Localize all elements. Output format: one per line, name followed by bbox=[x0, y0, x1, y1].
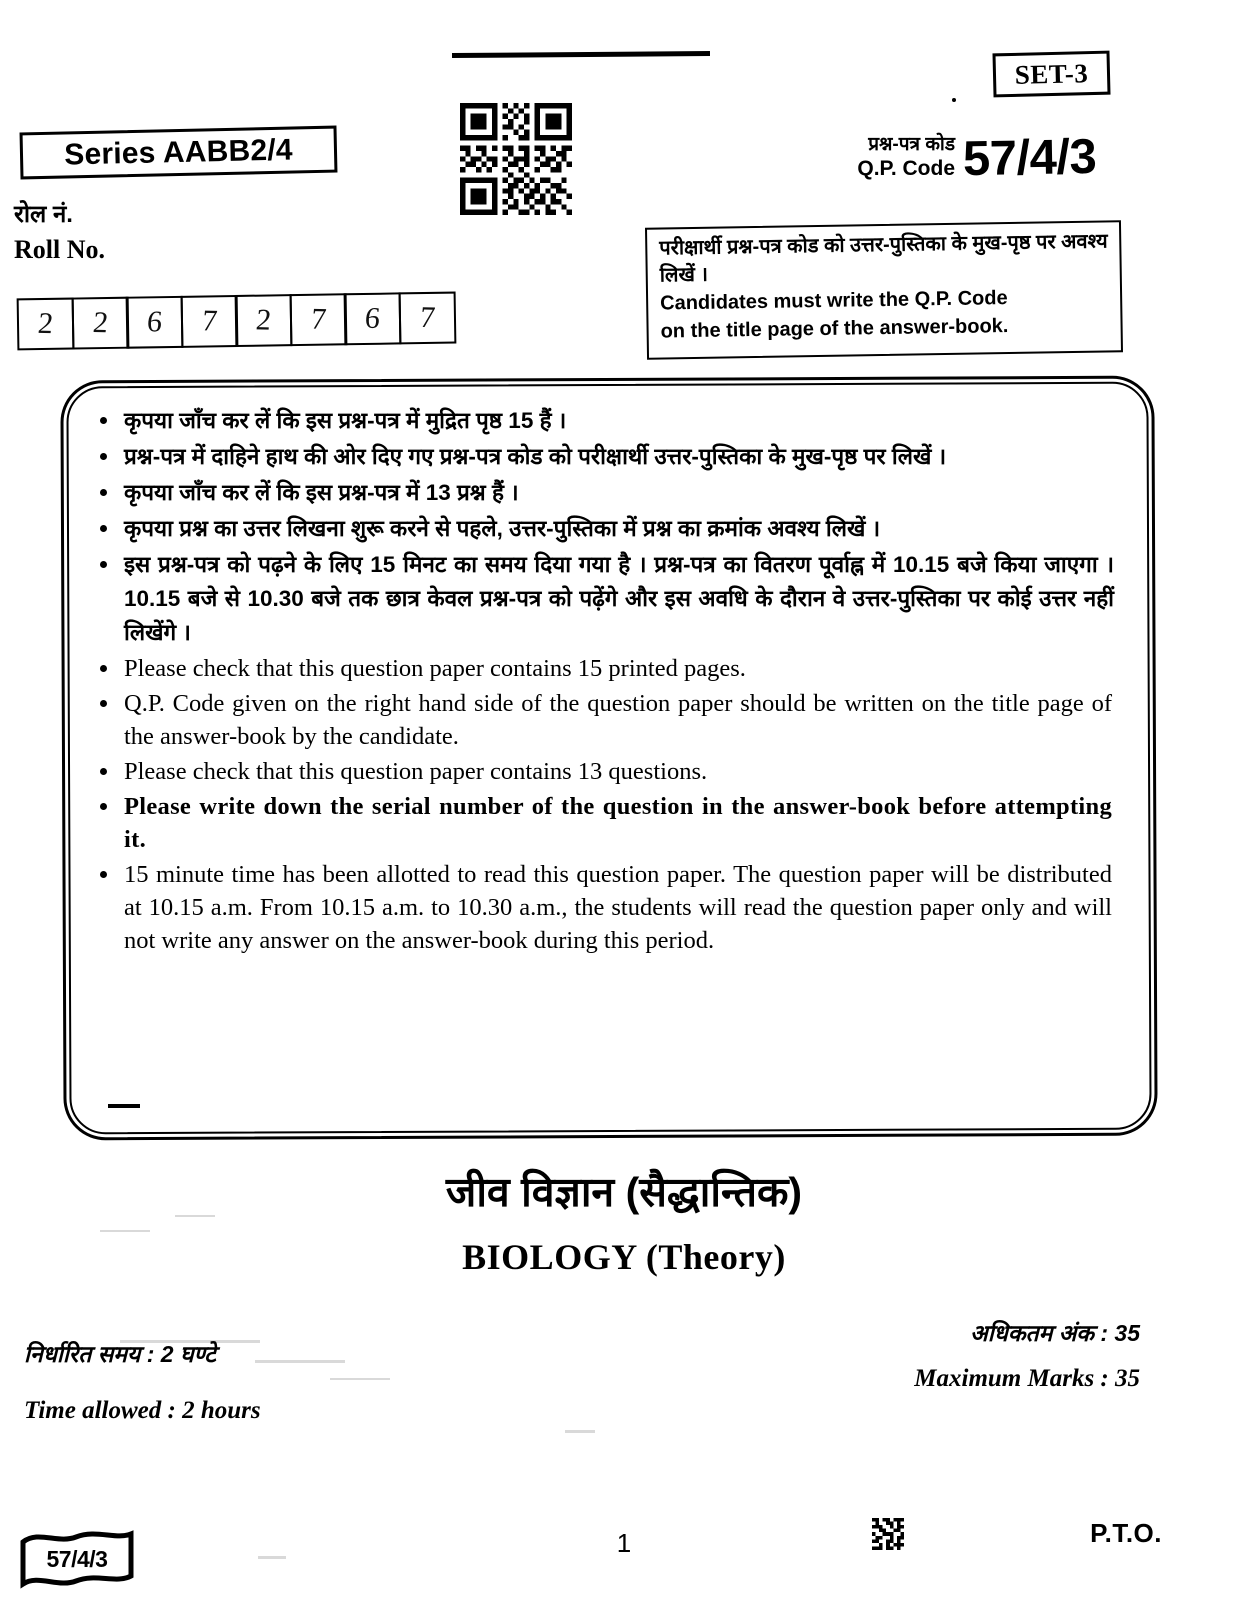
roll-digit: 6 bbox=[363, 301, 382, 335]
candidate-notice-english-line2: on the title page of the answer-book. bbox=[660, 315, 1009, 343]
roll-digit: 7 bbox=[418, 300, 436, 335]
instruction-item-hindi-3: कृपया जाँच कर लें कि इस प्रश्न-पत्र में 13 प्रश्न हैं । bbox=[90, 476, 1118, 510]
instruction-item-english-1: Please check that this question paper contains 15 printed pages. bbox=[90, 652, 1118, 685]
scan-speckle bbox=[330, 1378, 390, 1380]
roll-digit-cell[interactable] bbox=[398, 292, 456, 345]
scan-artifact-dot bbox=[952, 98, 956, 102]
roll-digit-cell[interactable] bbox=[71, 297, 129, 350]
roll-digit: 2 bbox=[254, 303, 273, 337]
footer-code-text: 57/4/3 bbox=[46, 1545, 108, 1572]
instruction-item-hindi-5: इस प्रश्न-पत्र को पढ़ने के लिए 15 मिनट का समय दिया गया है । प्रश्न-पत्र का वितरण पूर्वाह्न में 10.15 बजे किया जाएगा । 10.15 बजे से 10.30 बजे तक छात्र केवल प्रश्न-पत्र को पढ़ेंगे और इस अवधि के दौरान वे उत्तर-पुस्तिका पर कोई उत्तर नहीं लिखेंगे । bbox=[90, 548, 1118, 650]
roll-number-label bbox=[14, 197, 105, 267]
instruction-item-english-3: Please check that this question paper contains 13 questions. bbox=[90, 755, 1118, 788]
scan-speckle bbox=[255, 1360, 345, 1363]
instruction-item-hindi-1: कृपया जाँच कर लें कि इस प्रश्न-पत्र में मुद्रित पृष्ठ 15 हैं । bbox=[90, 404, 1118, 438]
roll-digit-cell[interactable] bbox=[17, 298, 75, 351]
candidate-notice-hindi: परीक्षार्थी प्रश्न-पत्र कोड को उत्तर-पुस्तिका के मुख-पृष्ठ पर अवश्य लिखें । bbox=[659, 230, 1108, 287]
instruction-item-english-4: Please write down the serial number of the question in the answer-book before attempting it. bbox=[90, 790, 1118, 856]
roll-number-label-hindi: रोल नं. bbox=[14, 201, 73, 228]
qp-code-label-english: Q.P. Code bbox=[857, 157, 955, 180]
instructions-list bbox=[90, 404, 1118, 957]
roll-number-label-english: Roll No. bbox=[14, 235, 105, 264]
set-box bbox=[992, 51, 1110, 98]
instruction-item-hindi-4: कृपया प्रश्न का उत्तर लिखना शुरू करने से पहले, उत्तर-पुस्तिका में प्रश्न का क्रमांक अवश्य लिखें । bbox=[90, 512, 1118, 546]
qr-code-icon bbox=[872, 1518, 904, 1550]
candidate-notice-english-line1: Candidates must write the Q.P. Code bbox=[660, 287, 1008, 315]
roll-digit: 7 bbox=[309, 302, 328, 336]
qp-code-value: 57/4/3 bbox=[962, 129, 1097, 187]
series-box bbox=[20, 126, 338, 180]
roll-digit-cell[interactable] bbox=[235, 294, 293, 347]
time-allowed-hindi: निर्धारित समय : 2 घण्टे bbox=[24, 1341, 216, 1367]
roll-digit: 2 bbox=[91, 306, 110, 340]
page-title-english: BIOLOGY (Theory) bbox=[462, 1237, 786, 1277]
roll-digit-cell[interactable] bbox=[126, 296, 184, 349]
qr-code-icon bbox=[460, 103, 572, 215]
pto-label: P.T.O. bbox=[1090, 1518, 1162, 1548]
page-title-hindi: जीव विज्ञान (सैद्धान्तिक) bbox=[445, 1169, 803, 1215]
roll-number-grid[interactable] bbox=[17, 292, 454, 351]
roll-digit: 7 bbox=[200, 304, 219, 338]
scan-speckle bbox=[100, 1230, 150, 1232]
top-horizontal-rule bbox=[452, 51, 710, 58]
roll-digit-cell[interactable] bbox=[344, 292, 402, 345]
scan-speckle bbox=[565, 1430, 595, 1433]
instruction-item-english-5: 15 minute time has been allotted to read this question paper. The question paper will be distributed at 10.15 a.m. From 10.15 a.m. to 10.30 a.m., the students will read the question paper only and will not write any answer on the answer-book during this period. bbox=[90, 858, 1118, 957]
roll-digit-cell[interactable] bbox=[289, 293, 347, 346]
maximum-marks-english: Maximum Marks : 35 bbox=[914, 1365, 1140, 1392]
qp-code-label-hindi: प्रश्न-पत्र कोड bbox=[868, 134, 955, 155]
page-number: 1 bbox=[616, 1528, 632, 1558]
qp-code-block bbox=[775, 129, 1125, 195]
maximum-marks-hindi: अधिकतम अंक : 35 bbox=[970, 1320, 1140, 1346]
set-label: SET-3 bbox=[1014, 57, 1089, 90]
time-allowed-english: Time allowed : 2 hours bbox=[24, 1397, 261, 1424]
roll-digit-cell[interactable] bbox=[180, 295, 238, 348]
instruction-item-english-2: Q.P. Code given on the right hand side of the question paper should be written on the title page of the answer-book by the candidate. bbox=[90, 687, 1118, 753]
candidate-notice-box bbox=[645, 220, 1123, 359]
roll-digit: 6 bbox=[145, 305, 164, 339]
series-label: Series AABB2/4 bbox=[63, 133, 294, 171]
instruction-item-hindi-2: प्रश्न-पत्र में दाहिने हाथ की ओर दिए गए प्रश्न-पत्र कोड को परीक्षार्थी उत्तर-पुस्तिका के मुख-पृष्ठ पर लिखें । bbox=[90, 440, 1118, 474]
qp-code-labels bbox=[775, 133, 955, 181]
instructions-content bbox=[80, 392, 1142, 1128]
instructions-stray-dash bbox=[108, 1104, 140, 1108]
roll-digit: 2 bbox=[36, 306, 55, 341]
